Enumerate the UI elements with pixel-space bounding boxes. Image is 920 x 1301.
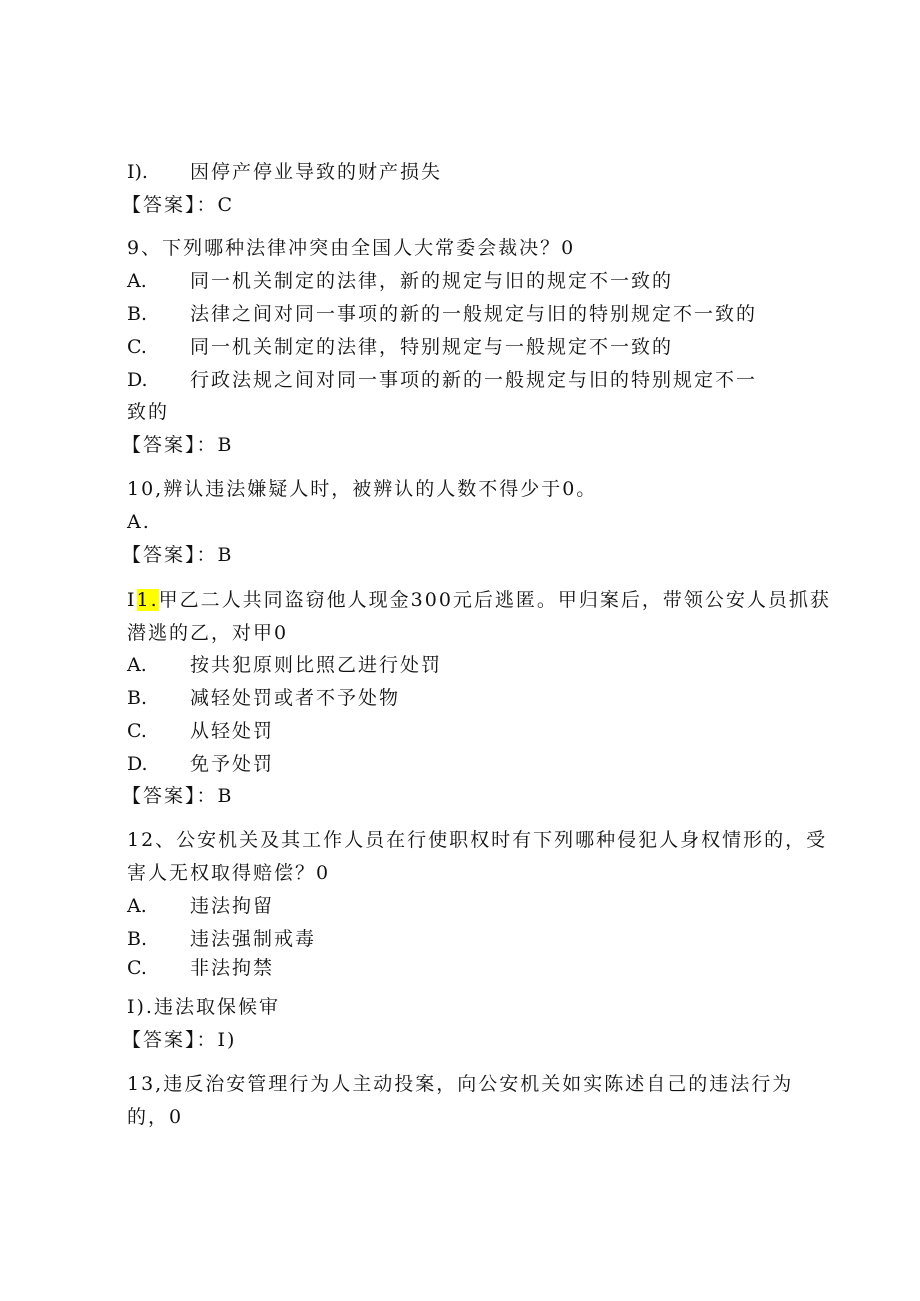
option-label: D. [127, 753, 148, 775]
option-label: B. [127, 687, 148, 709]
option-text: 法律之间对同一事项的新的一般规定与旧的特别规定不一致的 [190, 303, 758, 325]
option-text: 违法拘留 [190, 895, 275, 917]
option-text: 免予处罚 [190, 753, 275, 775]
q9-option-d-cont: 致的 [127, 401, 170, 423]
question-text: 甲乙二人共同盗窃他人现金300元后逃匿。甲归案后，带领公安人员抓获 [158, 589, 831, 611]
option-d-prev [127, 160, 442, 184]
question-13: 13,违反治安管理行为人主动投案，向公安机关如实陈述自己的违法行为 [127, 1073, 794, 1095]
q10-option-a: A. [127, 511, 151, 533]
answer-12: 【答案】：I) [122, 1029, 237, 1051]
option-text: 按共犯原则比照乙进行处罚 [190, 654, 443, 676]
option-text: 同一机关制定的法律，特别规定与一般规定不一致的 [190, 336, 674, 358]
question-10: 10,辨认违法嫌疑人时，被辨认的人数不得少于0。 [127, 478, 598, 500]
option-text: 从轻处罚 [190, 720, 275, 742]
highlighted-number: 1. [136, 589, 159, 611]
question-13-cont: 的，0 [127, 1106, 184, 1128]
q11-option-b [127, 686, 400, 710]
q9-option-c [127, 335, 673, 359]
q9-option-b [127, 302, 757, 326]
q12-option-b [127, 927, 316, 951]
option-text: 因停产停业导致的财产损失 [190, 161, 443, 183]
option-label: C. [127, 957, 147, 979]
option-label: A. [127, 654, 147, 676]
q12-option-d: I).违法取保候审 [127, 996, 280, 1018]
option-label: C. [127, 720, 147, 742]
answer-9: 【答案】：B [122, 434, 234, 456]
option-label: D. [127, 369, 148, 391]
option-label: I). [127, 161, 148, 183]
option-text: 非法拘禁 [190, 957, 275, 979]
q11-option-d [127, 752, 274, 776]
q9-option-a [127, 269, 673, 293]
option-text: 减轻处罚或者不予处物 [190, 687, 401, 709]
question-prefix: I [127, 589, 137, 611]
option-label: B. [127, 303, 148, 325]
q12-option-a [127, 894, 274, 918]
question-11-cont: 潜逃的乙，对甲0 [127, 622, 289, 644]
q12-option-c [127, 956, 274, 980]
answer-10: 【答案】：B [122, 544, 234, 566]
option-text: 行政法规之间对同一事项的新的一般规定与旧的特别规定不一 [190, 369, 758, 391]
question-11 [127, 588, 831, 612]
option-text: 同一机关制定的法律，新的规定与旧的规定不一致的 [190, 270, 674, 292]
option-text: 违法强制戒毒 [190, 928, 317, 950]
answer-8: 【答案】：C [122, 194, 235, 216]
question-12: 12、公安机关及其工作人员在行使职权时有下列哪种侵犯人身权情形的，受 [127, 829, 828, 851]
option-label: C. [127, 336, 147, 358]
option-label: B. [127, 928, 148, 950]
question-12-cont: 害人无权取得赔偿？0 [127, 862, 331, 884]
q11-option-a [127, 653, 442, 677]
q9-option-d [127, 368, 757, 392]
answer-11: 【答案】：B [122, 785, 234, 807]
question-9: 9、下列哪种法律冲突由全国人大常委会裁决？0 [127, 237, 576, 259]
option-label: A. [127, 895, 147, 917]
option-label: A. [127, 270, 147, 292]
q11-option-c [127, 719, 274, 743]
